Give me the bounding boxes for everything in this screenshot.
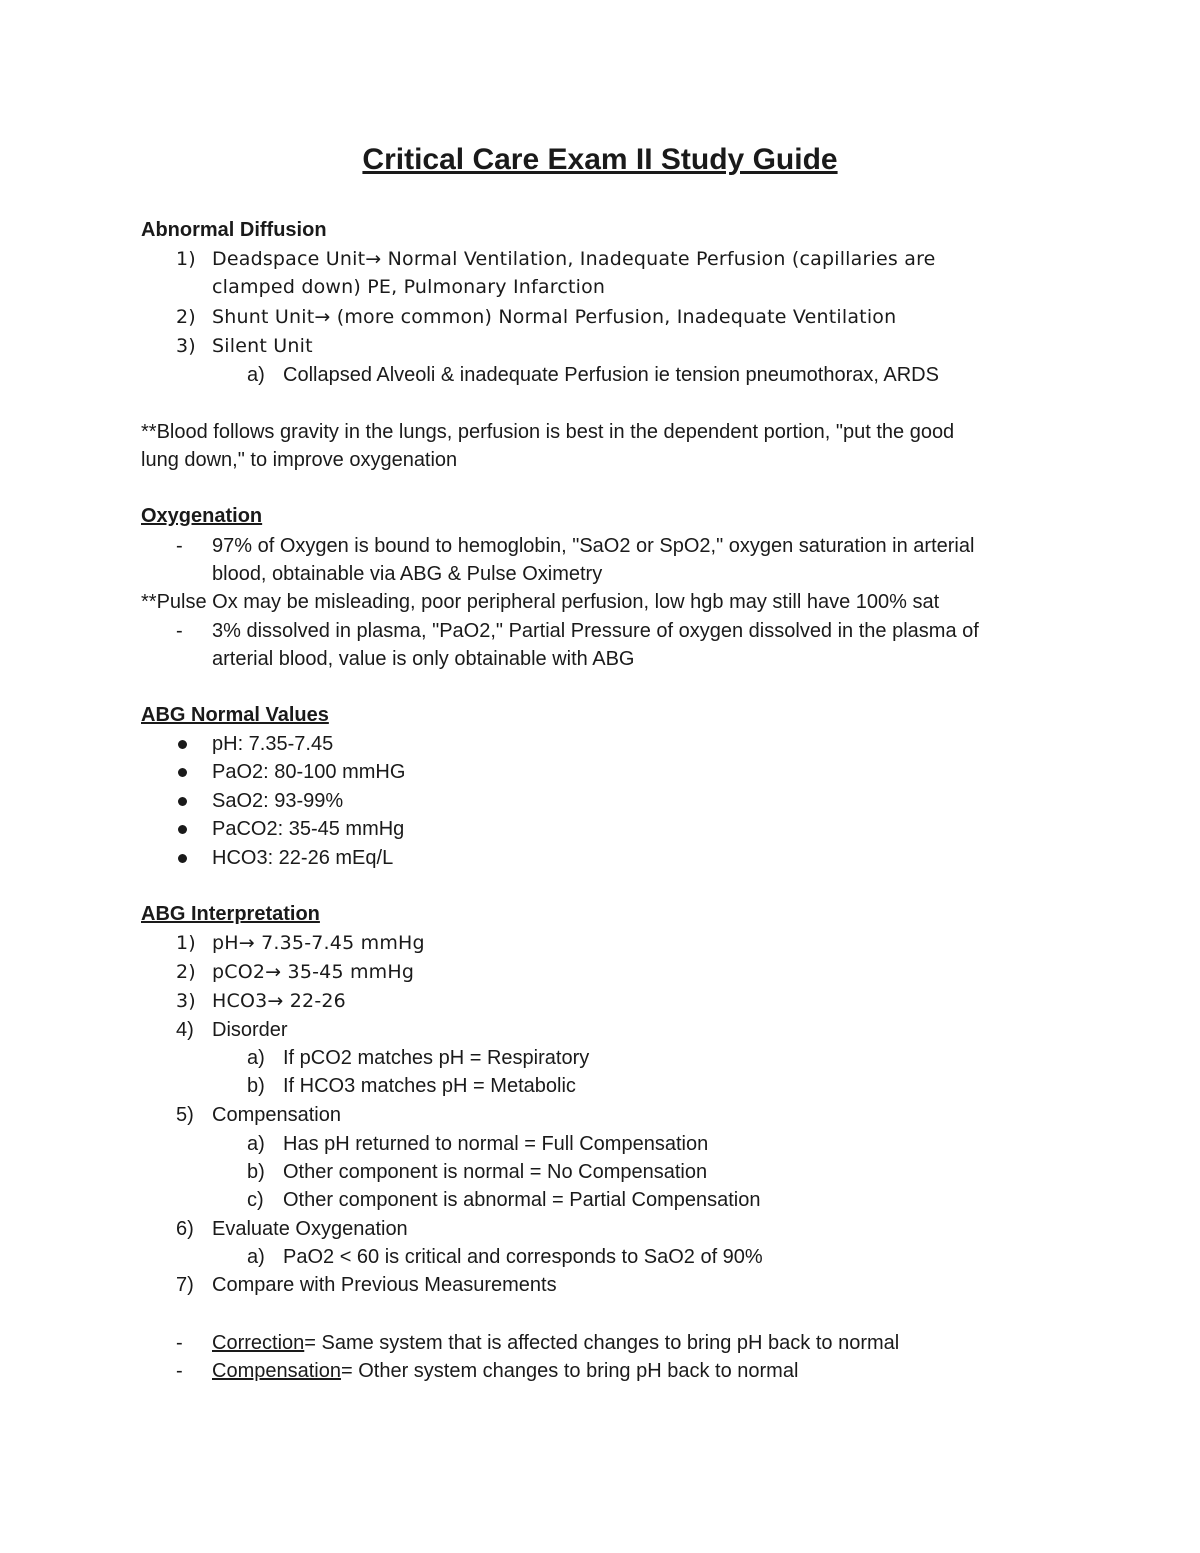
note-text: **Blood follows gravity in the lungs, perfusion is best in the dependent portion, "put the good [141,421,955,443]
sub-list-item: Has pH returned to normal = Full Compensation [283,1133,709,1155]
list-item: SaO2: 93-99% [212,790,344,812]
sub-list-marker: b) [247,1075,265,1097]
list-item: pH: 7.35-7.45 [212,733,334,755]
list-item-continuation: clamped down) PE, Pulmonary Infarction [212,276,606,298]
list-item: PaO2: 80-100 mmHG [212,761,406,783]
list-item: Disorder [212,1019,288,1041]
section-heading-abg-normal-values: ABG Normal Values [141,704,329,726]
sub-list-marker: a) [247,1047,265,1069]
list-item: Compare with Previous Measurements [212,1274,557,1296]
dash-marker: - [176,1332,183,1354]
list-marker: 3) [176,335,196,357]
definition-correction [212,1329,899,1357]
definition-text: = Same system that is affected changes to bring pH back to normal [304,1332,900,1354]
sub-list-item: PaO2 < 60 is critical and corresponds to SaO2 of 90% [283,1246,763,1268]
sub-list-item: Collapsed Alveoli & inadequate Perfusion ie tension pneumothorax, ARDS [283,364,939,386]
list-item-continuation: blood, obtainable via ABG & Pulse Oximetry [212,563,603,585]
bullet-icon [178,768,187,777]
term-correction: Correction [212,1332,305,1354]
dash-marker: - [176,535,183,557]
list-item-continuation: arterial blood, value is only obtainable with ABG [212,648,635,670]
list-item: Deadspace Unit→ Normal Ventilation, Inadequate Perfusion (capillaries are [212,248,936,270]
sub-list-item: Other component is abnormal = Partial Compensation [283,1189,761,1211]
list-marker: 2) [176,961,196,983]
bullet-icon [178,740,187,749]
section-heading-abnormal-diffusion: Abnormal Diffusion [141,219,327,241]
dash-marker: - [176,1360,183,1382]
note-text-continuation: lung down," to improve oxygenation [141,449,458,471]
list-marker: 1) [176,248,196,270]
term-compensation: Compensation [212,1360,341,1382]
sub-list-marker: a) [247,364,265,386]
list-marker: 7) [176,1274,194,1296]
list-item: pCO2→ 35-45 mmHg [212,961,415,983]
definition-compensation [212,1357,798,1385]
list-item: PaCO2: 35-45 mmHg [212,818,405,840]
list-item: Shunt Unit→ (more common) Normal Perfusion, Inadequate Ventilation [212,306,897,328]
list-marker: 5) [176,1104,194,1126]
list-marker: 1) [176,932,196,954]
list-item: Silent Unit [212,335,313,357]
note-text: **Pulse Ox may be misleading, poor peripheral perfusion, low hgb may still have 100% sat [141,591,940,613]
list-item: pH→ 7.35-7.45 mmHg [212,932,425,954]
bullet-icon [178,825,187,834]
sub-list-marker: c) [247,1189,264,1211]
list-item: HCO3: 22-26 mEq/L [212,847,394,869]
list-marker: 6) [176,1218,194,1240]
list-marker: 2) [176,306,196,328]
list-item: 97% of Oxygen is bound to hemoglobin, "SaO2 or SpO2," oxygen saturation in arterial [212,535,975,557]
list-item: Evaluate Oxygenation [212,1218,408,1240]
sub-list-marker: a) [247,1246,265,1268]
sub-list-item: Other component is normal = No Compensation [283,1161,708,1183]
definition-text: = Other system changes to bring pH back to normal [340,1360,799,1382]
sub-list-item: If pCO2 matches pH = Respiratory [283,1047,590,1069]
section-heading-abg-interpretation: ABG Interpretation [141,903,320,925]
sub-list-item: If HCO3 matches pH = Metabolic [283,1075,576,1097]
bullet-icon [178,797,187,806]
dash-marker: - [176,620,183,642]
sub-list-marker: b) [247,1161,265,1183]
list-marker: 3) [176,990,196,1012]
bullet-icon [178,854,187,863]
list-item: 3% dissolved in plasma, "PaO2," Partial Pressure of oxygen dissolved in the plasma of [212,620,979,642]
list-item: Compensation [212,1104,341,1126]
list-marker: 4) [176,1019,194,1041]
page-title: Critical Care Exam II Study Guide [362,143,838,176]
sub-list-marker: a) [247,1133,265,1155]
list-item: HCO3→ 22-26 [212,990,346,1012]
section-heading-oxygenation: Oxygenation [141,505,263,527]
